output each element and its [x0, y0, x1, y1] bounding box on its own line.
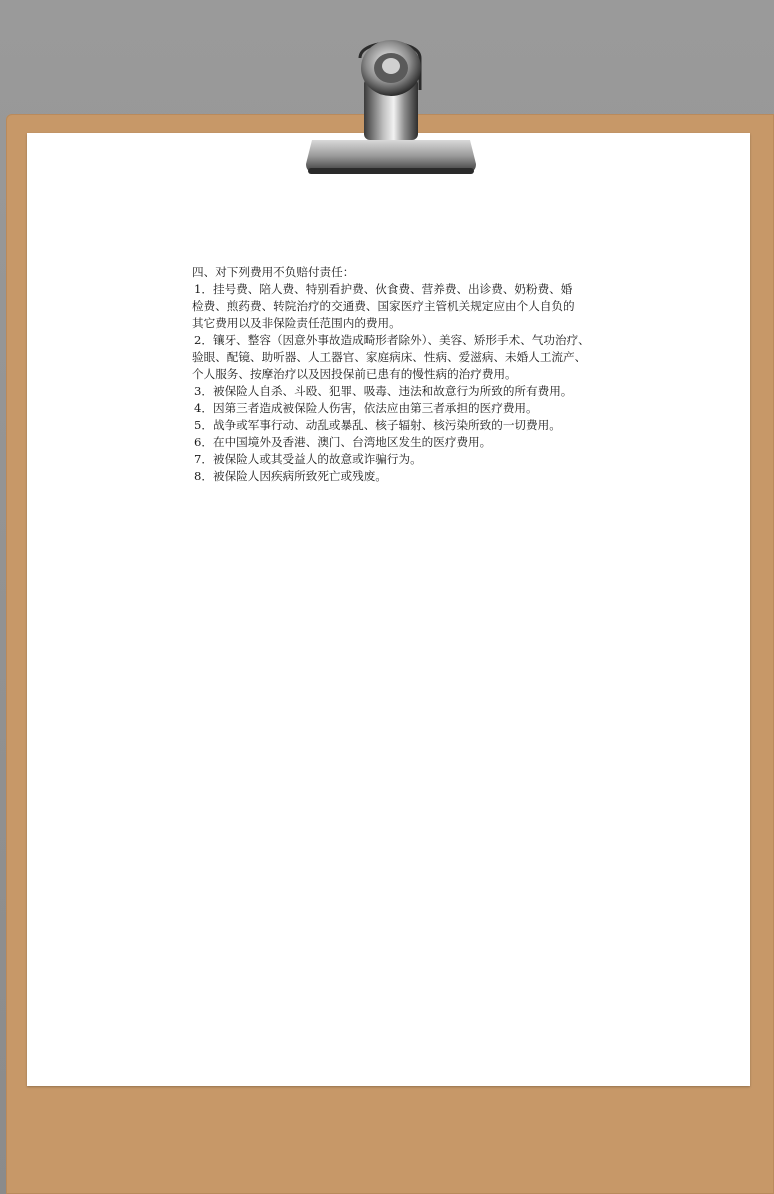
list-item-line: 2．镶牙、整容（因意外事故造成畸形者除外）、美容、矫形手术、气功治疗、	[194, 333, 590, 347]
list-item-line: 5．战争或军事行动、动乱或暴乱、核子辐射、核污染所致的一切费用。	[194, 418, 561, 432]
list-item-line: 3．被保险人自杀、斗殴、犯罪、吸毒、违法和故意行为所致的所有费用。	[194, 384, 573, 398]
list-item-1	[192, 281, 612, 332]
list-item-7	[192, 451, 612, 468]
binder-clip-icon	[300, 28, 480, 178]
list-item-line: 个人服务、按摩治疗以及因投保前已患有的慢性病的治疗费用。	[192, 367, 517, 381]
list-item-4	[192, 400, 612, 417]
list-item-line: 1．挂号费、陪人费、特别看护费、伙食费、营养费、出诊费、奶粉费、婚	[194, 282, 573, 296]
list-item-line: 其它费用以及非保险责任范围内的费用。	[192, 316, 401, 330]
document-body	[192, 264, 612, 485]
list-item-line: 7．被保险人或其受益人的故意或诈骗行为。	[194, 452, 422, 466]
list-item-5	[192, 417, 612, 434]
list-item-line: 8．被保险人因疾病所致死亡或残废。	[194, 469, 387, 483]
list-item-3	[192, 383, 612, 400]
list-item-6	[192, 434, 612, 451]
list-item-line: 验眼、配镜、助听器、人工器官、家庭病床、性病、爱滋病、未婚人工流产、	[192, 350, 587, 364]
list-item-8	[192, 468, 612, 485]
list-item-line: 4．因第三者造成被保险人伤害，依法应由第三者承担的医疗费用。	[194, 401, 538, 415]
binder-clip-graphic	[300, 28, 480, 178]
paper-sheet	[27, 133, 750, 1086]
list-item-line: 6．在中国境外及香港、澳门、台湾地区发生的医疗费用。	[194, 435, 492, 449]
document-heading: 四、对下列费用不负赔付责任：	[192, 265, 355, 279]
list-item-2	[192, 332, 612, 383]
list-item-line: 检费、煎药费、转院治疗的交通费、国家医疗主管机关规定应由个人自负的	[192, 299, 575, 313]
